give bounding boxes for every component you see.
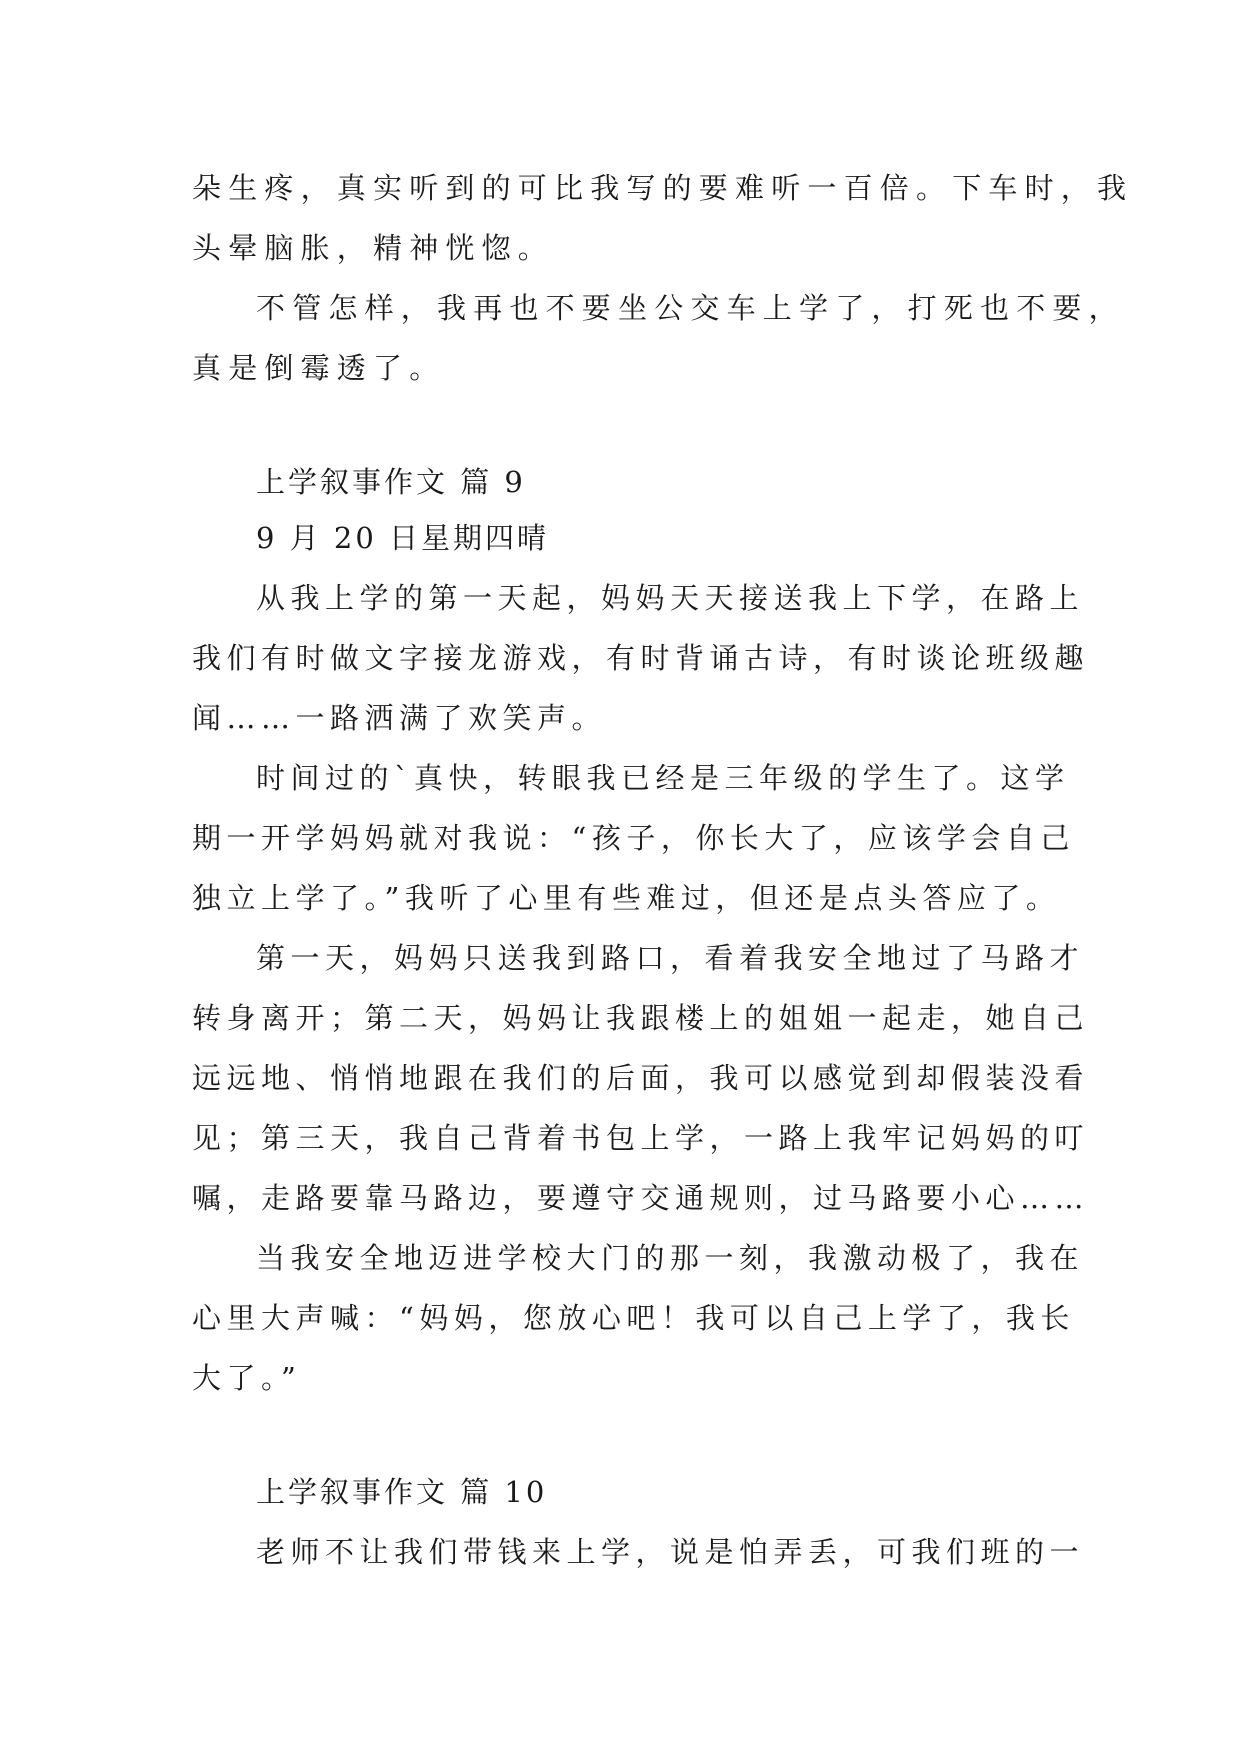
section-heading: 上学叙事作文 篇 9 [256,465,526,499]
paragraph-line: 见；第三天，我自己背着书包上学，一路上我牢记妈妈的叮 [192,1121,1090,1155]
section-heading: 上学叙事作文 篇 10 [256,1475,548,1509]
paragraph-line: 我们有时做文字接龙游戏，有时背诵古诗，有时谈论班级趣 [192,641,1090,675]
paragraph-line: 从我上学的第一天起，妈妈天天接送我上下学，在路上 [256,581,1085,615]
paragraph-line: 老师不让我们带钱来上学，说是怕弄丢，可我们班的一 [256,1535,1085,1569]
paragraph-line: 头晕脑胀，精神恍惚。 [192,231,555,265]
paragraph-line: 闻……一路洒满了欢笑声。 [192,701,607,735]
paragraph-line: 朵生疼，真实听到的可比我写的要难听一百倍。下车时，我 [192,171,1134,205]
paragraph-line: 心里大声喊：“妈妈，您放心吧！我可以自己上学了，我长 [192,1301,1075,1335]
paragraph-line: 不管怎样，我再也不要坐公交车上学了，打死也不要， [256,291,1125,325]
paragraph-line: 时间过的`真快，转眼我已经是三年级的学生了。这学 [256,761,1070,795]
paragraph-line: 第一天，妈妈只送我到路口，看着我安全地过了马路才 [256,941,1085,975]
paragraph-line: 当我安全地迈进学校大门的那一刻，我激动极了，我在 [256,1241,1085,1275]
paragraph-line: 嘱，走路要靠马路边，要遵守交通规则，过马路要小心…… [192,1181,1090,1215]
paragraph-line: 大了。” [192,1361,302,1395]
paragraph-line: 期一开学妈妈就对我说：“孩子，你长大了，应该学会自己 [192,821,1075,855]
paragraph-line: 转身离开；第二天，妈妈让我跟楼上的姐姐一起走，她自己 [192,1001,1090,1035]
paragraph-line: 真是倒霉透了。 [192,351,446,385]
date-line: 9 月 20 日星期四晴 [256,521,550,555]
paragraph-line: 远远地、悄悄地跟在我们的后面，我可以感觉到却假装没看 [192,1061,1090,1095]
paragraph-line: 独立上学了。”我听了心里有些难过，但还是点头答应了。 [192,881,1061,915]
